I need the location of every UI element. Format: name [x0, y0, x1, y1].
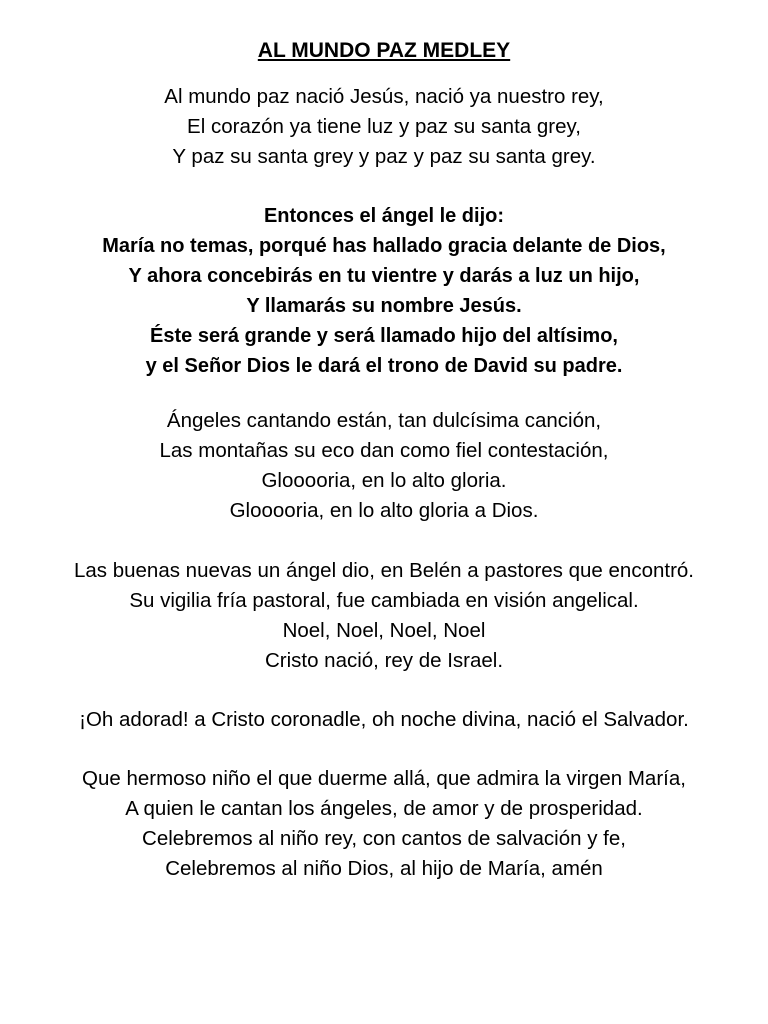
lyric-line: A quien le cantan los ángeles, de amor y de prosperidad.: [125, 797, 643, 820]
lyric-line: Glooooria, en lo alto gloria.: [261, 469, 507, 492]
lyric-line: Las montañas su eco dan como fiel contestación,: [159, 439, 609, 462]
lyric-line: Glooooria, en lo alto gloria a Dios.: [229, 499, 539, 522]
stanza-2-bold: [0, 201, 768, 381]
stanza-3: [0, 406, 768, 526]
lyric-line: Las buenas nuevas un ángel dio, en Belén a pastores que encontró.: [73, 559, 694, 582]
page-title: AL MUNDO PAZ MEDLEY: [257, 39, 511, 62]
lyric-line: El corazón ya tiene luz y paz su santa grey,: [187, 115, 581, 138]
stanza-6: [0, 764, 768, 884]
lyric-line: ¡Oh adorad! a Cristo coronadle, oh noche divina, nació el Salvador.: [79, 708, 689, 731]
lyric-line: Y ahora concebirás en tu vientre y darás a luz un hijo,: [128, 265, 640, 287]
lyric-line: Al mundo paz nació Jesús, nació ya nuestro rey,: [164, 85, 604, 108]
lyric-line: Y llamarás su nombre Jesús.: [246, 295, 522, 317]
lyric-line: Y paz su santa grey y paz y paz su santa grey.: [172, 145, 596, 168]
lyric-line: Celebremos al niño Dios, al hijo de María, amén: [165, 857, 603, 880]
stanza-4: [0, 556, 768, 676]
lyric-line: Cristo nació, rey de Israel.: [264, 649, 504, 672]
lyric-line: Noel, Noel, Noel, Noel: [282, 619, 486, 642]
lyric-line: Su vigilia fría pastoral, fue cambiada en visión angelical.: [129, 589, 639, 612]
lyric-line: Entonces el ángel le dijo:: [263, 205, 505, 227]
lyric-line: Que hermoso niño el que duerme allá, que admira la virgen María,: [82, 767, 686, 790]
lyric-line: Celebremos al niño rey, con cantos de salvación y fe,: [142, 827, 626, 850]
stanza-1: [0, 82, 768, 172]
stanza-5: [0, 705, 768, 735]
lyric-line: Ángeles cantando están, tan dulcísima canción,: [166, 409, 602, 432]
lyric-line: María no temas, porqué has hallado gracia delante de Dios,: [102, 235, 666, 257]
lyric-line: Éste será grande y será llamado hijo del altísimo,: [150, 325, 618, 347]
lyric-line: y el Señor Dios le dará el trono de David su padre.: [145, 355, 623, 377]
